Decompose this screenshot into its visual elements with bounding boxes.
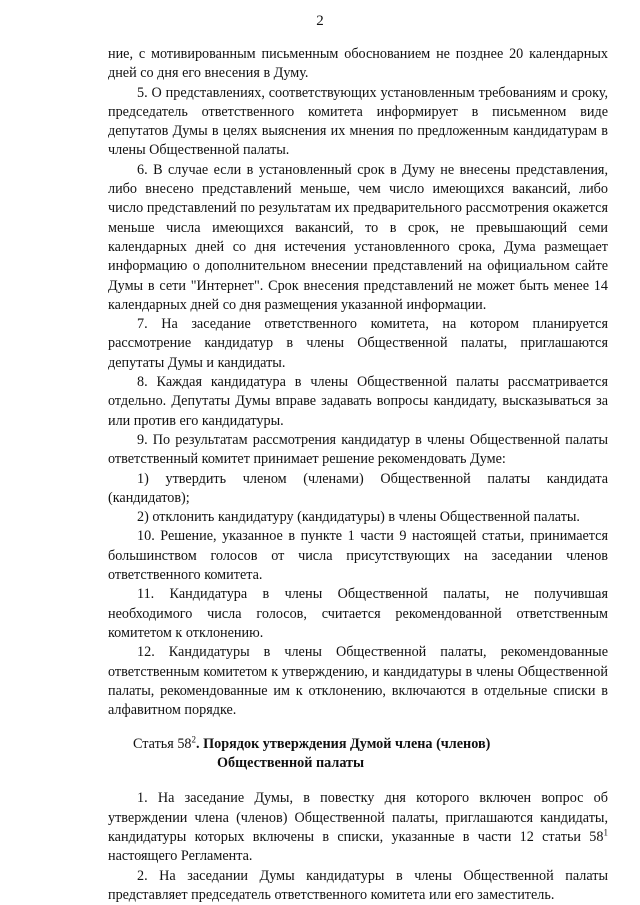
article-heading-line1: [108, 735, 608, 754]
paragraph-9-item-1: 1) утвердить членом (членами) Общественной палаты кандидата (кандидатов);: [108, 470, 608, 506]
paragraph-9: 9. По результатам рассмотрения кандидатур в члены Общественной палаты ответственный комитет принимает решение рекомендовать Думе:: [108, 431, 608, 468]
article-paragraph-1: [108, 789, 608, 866]
paragraph-5: 5. О представлениях, соответствующих установленным требованиям и сроку, председатель ответственного комитета информирует в письменном виде депутатов Думы в целях выяснения их мнения по предложенным кандидатурам в члены Общественной палаты.: [108, 84, 608, 159]
article-title-part1: . Порядок утверждения Думой члена (членов): [196, 736, 491, 753]
article-title-part2: Общественной палаты: [217, 755, 365, 772]
paragraph-7: 7. На заседание ответственного комитета, на котором планируется рассмотрение кандидатур в члены Общественной палаты, приглашаются депутаты Думы и кандидаты.: [108, 316, 608, 371]
paragraph-9-item-2: 2) отклонить кандидатуру (кандидатуры) в члены Общественной палаты.: [137, 509, 580, 526]
paragraph-8: 8. Каждая кандидатура в члены Общественной палаты рассматривается отдельно. Депутаты Думы вправе задавать вопросы кандидату, высказываться за или против его кандидатуры.: [108, 374, 608, 429]
article-paragraph-1-text: 1. На заседание Думы, в повестку дня которого включен вопрос об утверждении члена (членов) Общественной палаты, приглашаются кандидаты, кандидатуры которых включены в списки, указанные в части 12 статьи 58: [108, 790, 608, 845]
page-number: 2: [316, 13, 324, 29]
document-body: [108, 45, 608, 905]
paragraph-12: 12. Кандидатуры в члены Общественной палаты, рекомендованные ответственным комитетом к утверждению, и кандидатуры в члены Общественной палаты, рекомендованные им к отклонению, включаются в отдельные списки в алфавитном порядке.: [108, 644, 608, 719]
paragraph-continuation: ние, с мотивированным письменным обоснованием не позднее 20 календарных дней со дня его внесения в Думу.: [108, 46, 608, 82]
article-paragraph-2: 2. На заседании Думы кандидатуры в члены Общественной палаты представляет председатель ответственного комитета или его заместитель.: [108, 867, 608, 903]
article-paragraph-1-tail: настоящего Регламента.: [108, 848, 253, 865]
article-number: Статья 58: [133, 736, 192, 753]
article-heading: [108, 735, 608, 773]
paragraph-6: 6. В случае если в установленный срок в Думу не внесены представления, либо внесено представлений меньше, чем число имеющихся вакансий, либо число представлений по результатам их предварительного рассмотрения окажется меньше числа имеющихся вакансий, то в срок, не превышающий семи календарных дней со дня истечения установленного срока, Дума размещает информацию о дополнительном внесении представлений на официальном сайте Думы в сети "Интернет". Срок внесения представлений не может быть менее 14 календарных дней со дня размещения указанной информации.: [108, 161, 608, 313]
paragraph-10: 10. Решение, указанное в пункте 1 части 9 настоящей статьи, принимается большинством голосов от числа присутствующих на заседании членов ответственного комитета.: [108, 528, 608, 584]
article-paragraph-1-sup: 1: [603, 827, 608, 838]
article-number-sup: 2: [191, 734, 197, 745]
paragraph-11: 11. Кандидатура в члены Общественной палаты, не получившая необходимого числа голосов, считается рекомендованной ответственным комитетом к отклонению.: [108, 586, 608, 641]
